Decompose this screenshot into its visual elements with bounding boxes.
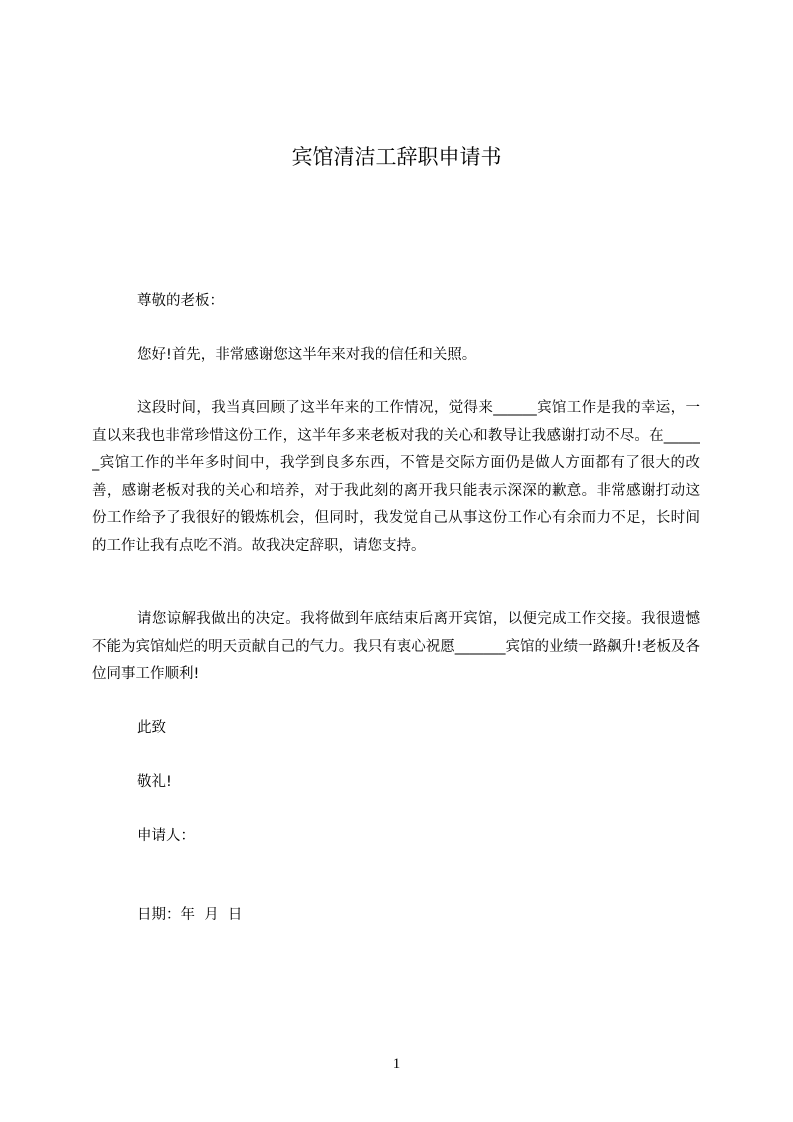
body-paragraph-1: 这段时间，我当真回顾了这半年来的工作情况，觉得来______宾馆工作是我的幸运，一直以来我也非常珍惜这份工作，这半年多来老板对我的关心和教导让我感谢打动不尽。在______宾馆工作的半年多时间中，我学到良多东西，不管是交际方面仍是做人方面都有了很大的改善，感谢老板对我的关心和培养，对于我此刻的离开我只能表示深深的歉意。非常感谢打动这份工作给予了我很好的锻炼机会，但同时，我发觉自己从事这份工作心有余而力不足，长时间的工作让我有点吃不消。故我决定辞职，请您支持。	[92, 400, 700, 554]
salutation: 尊敬的老板：	[137, 293, 224, 309]
date-label: 日期：年 月 日	[137, 907, 243, 923]
closing-line-2: 敬礼!	[137, 774, 172, 790]
closing-line-1: 此致	[137, 720, 166, 736]
body-paragraph-2: 请您谅解我做出的决定。我将做到年底结束后离开宾馆，以便完成工作交接。我很遗憾不能为宾馆灿烂的明天贡献自己的气力。我只有衷心祝愿_______宾馆的业绩一路飙升!老板及各位同事工作顺利!	[92, 611, 700, 683]
document-title: 宾馆清洁工辞职申请书	[291, 145, 502, 169]
page-number: 1	[392, 1056, 401, 1072]
applicant-label: 申请人：	[137, 828, 195, 844]
greeting: 您好!首先，非常感谢您这半年来对我的信任和关照。	[137, 347, 477, 363]
